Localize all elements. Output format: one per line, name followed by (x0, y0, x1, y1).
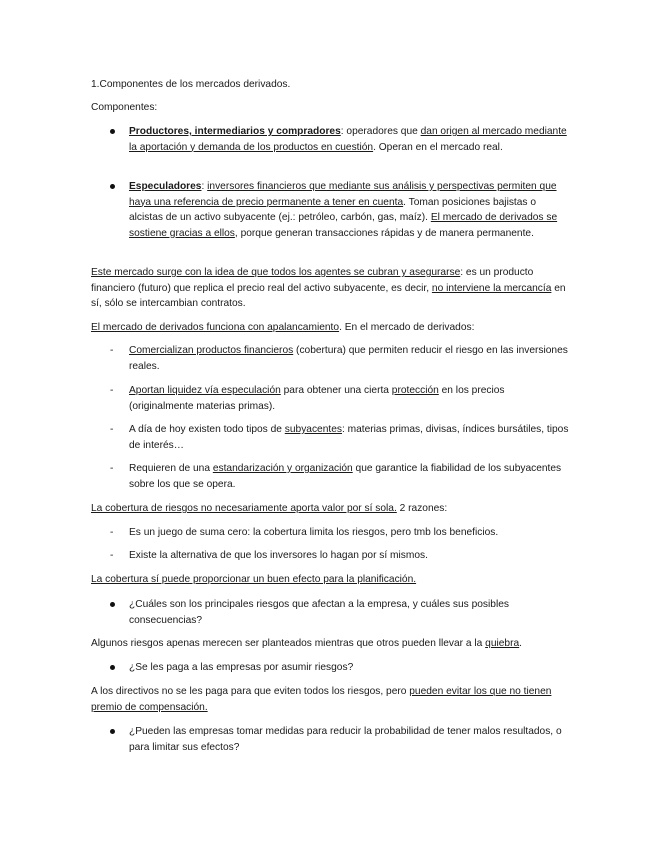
text-span: Algunos riesgos apenas merecen ser planteados mientras que otros pueden llevar a la (91, 638, 486, 649)
text-span: Existe la alternativa de que los inversores lo hagan por sí mismos. (129, 550, 428, 561)
text-span: ¿Pueden las empresas tomar medidas para reducir la probabilidad de tener malos resultados, o para limitar sus efectos? (129, 726, 562, 753)
underlined-span: El mercado de derivados se sostiene gracias a ellos (129, 212, 558, 239)
list-item-aportan (129, 383, 569, 414)
underlined-span: subyacentes (284, 424, 342, 435)
underlined-span: quiebra (485, 638, 520, 649)
underlined-span: Este mercado surge con la idea de que todos los agentes se cubran y asegurarse (91, 267, 461, 278)
text-span: 2 razones: (396, 503, 448, 514)
text-span: . Operan en el mercado real. (373, 141, 503, 153)
text-span: . En el mercado de derivados: (339, 322, 475, 333)
text-span: que garantice la fiabilidad de los subyacentes sobre los que se opera. (129, 463, 562, 490)
list-item-subyacentes (129, 422, 569, 453)
list-item-medidas (129, 724, 569, 755)
text-span: para obtener una cierta (280, 385, 392, 396)
text-span: . (519, 638, 522, 649)
text-span: ¿Cuáles son los principales riesgos que afectan a la empresa, y cuáles sus posibles consecuencias? (129, 599, 509, 626)
text-span: : materias primas, divisas, índices bursátiles, tipos de interés… (129, 424, 569, 451)
underlined-span: La cobertura de riesgos no necesariamente aporta valor por sí sola. (91, 503, 397, 514)
paragraph-quiebra (91, 636, 571, 652)
text-span: : es un producto financiero (futuro) que replica el precio real del activo subyacente, es decir, (91, 267, 534, 294)
underlined-span: pueden evitar los que no tienen premio de compensación. (91, 686, 552, 713)
text-span: , porque generan transacciones rápidas y de manera permanente. (234, 227, 534, 239)
term-productores: Productores, intermediarios y compradores (129, 126, 341, 137)
underlined-span: inversores financieros que mediante sus análisis y perspectivas permiten que haya una referencia de precio permanente a tener en cuenta (129, 181, 557, 208)
text-span: : operadores que (340, 126, 421, 137)
underlined-span: Comercializan productos financieros (129, 345, 294, 356)
underlined-span: estandarización y organización (212, 463, 353, 474)
paragraph-planificacion (91, 572, 571, 588)
underlined-span: Aportan liquidez vía especulación (129, 385, 281, 396)
underlined-span: no interviene la mercancía (431, 282, 552, 294)
text-span: Es un juego de suma cero: la cobertura limita los riesgos, pero tmb los beneficios. (129, 527, 499, 538)
paragraph-mercado-surge (91, 265, 571, 312)
text-span: A los directivos no se les paga para que eviten todos los riesgos, pero (91, 686, 410, 697)
componentes-label (91, 100, 571, 116)
list-item-productores (129, 124, 569, 155)
paragraph-directivos (91, 684, 571, 715)
list-item-comercializan (129, 343, 569, 374)
section-heading (91, 77, 571, 93)
text-span: en sí, sólo se intercambian contratos. (91, 282, 566, 309)
heading-text: 1.Componentes de los mercados derivados. (91, 79, 291, 90)
paragraph-apalancamiento (91, 320, 571, 336)
text-span: : (201, 181, 208, 192)
text-span: (cobertura) que permiten reducir el riesgo en las inversiones reales. (129, 345, 568, 372)
underlined-span: El mercado de derivados funciona con apalancamiento (91, 322, 340, 333)
list-item-especuladores (129, 179, 569, 241)
underlined-span: dan origen al mercado mediante la aportación y demanda de los productos en cuestión (129, 126, 567, 153)
list-item-alternativa (129, 548, 569, 564)
list-item-suma-cero (129, 525, 569, 541)
text-span: en los precios (originalmente materias primas). (129, 385, 505, 412)
paragraph-cobertura-valor (91, 501, 571, 517)
text-span: . Toman posiciones bajistas o alcistas de un activo subyacente (ej.: petróleo, carbón, gas, maíz). (129, 196, 537, 223)
text-span: ¿Se les paga a las empresas por asumir riesgos? (129, 662, 354, 673)
list-item-paga-empresas (129, 660, 569, 676)
componentes-text: Componentes: (91, 102, 158, 113)
text-span: A día de hoy existen todo tipos de (129, 424, 285, 435)
underlined-span: La cobertura sí puede proporcionar un buen efecto para la planificación. (91, 574, 417, 585)
list-item-principales-riesgos (129, 597, 569, 628)
underlined-span: protección (391, 385, 439, 396)
text-span: Requieren de una (129, 463, 213, 474)
list-item-requieren (129, 461, 569, 492)
term-especuladores: Especuladores (129, 181, 202, 192)
